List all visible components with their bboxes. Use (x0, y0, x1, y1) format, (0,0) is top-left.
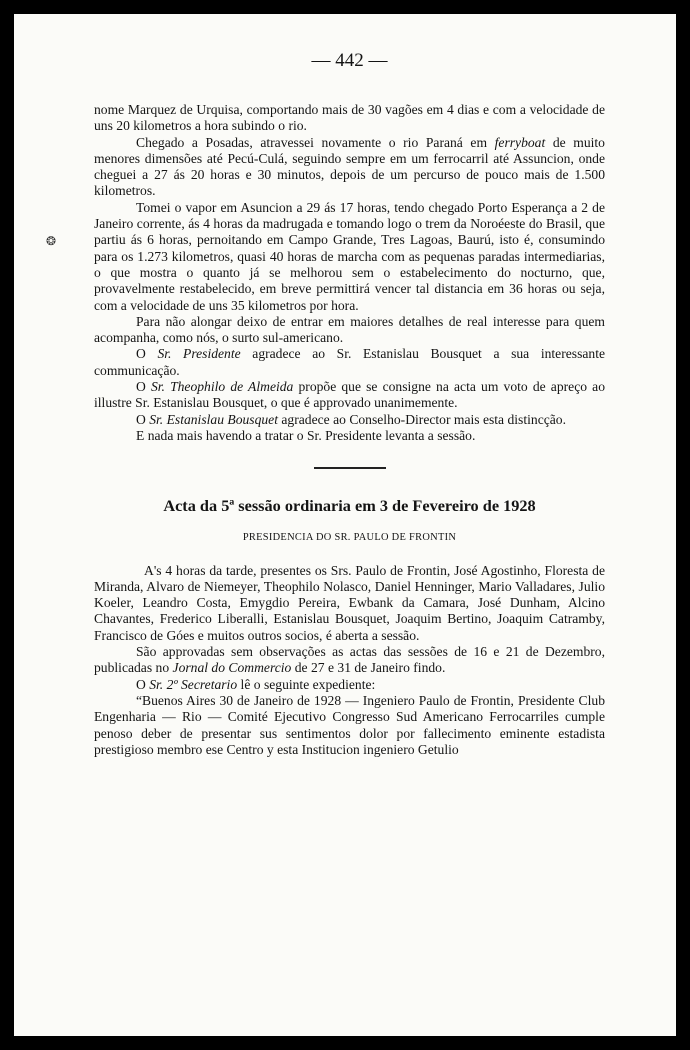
page-content (94, 50, 605, 758)
journal-name: Jornal do Commercio (172, 660, 292, 676)
paragraph-telegram: “Buenos Aires 30 de Janeiro de 1928 — Ingeniero Paulo de Frontin, Presidente Club Engenharia — Rio — Comité Ejecutivo Congresso Sud Americano Ferrocarriles cumple penoso deber de presentar sus sentimentos dolor por fallecimento eminente estadista prestigioso membro ese Centro y esta Institucion ingeniero Getulio (94, 692, 605, 757)
presidency-line: PRESIDENCIA DO SR. PAULO DE FRONTIN (242, 532, 457, 544)
page-number: — 442 — (311, 50, 388, 71)
paragraph-approved: São approvadas sem observações as actas das sessões de 16 e 21 de Dezembro, publicadas no Jornal do Commercio de 27 e 31 de Janeiro findo. (94, 644, 605, 676)
document-page (14, 14, 676, 1036)
speaker-name: Sr. 2º Secretario (149, 676, 238, 692)
paragraph-encerramento: E nada mais havendo a tratar o Sr. Presidente levanta a sessão. (136, 427, 476, 443)
paragraph-asuncion: Tomei o vapor em Asuncion a 29 ás 17 horas, tendo chegado Porto Esperança a 2 de Janeiro corrente, ás 4 horas da madrugada e tomando logo o trem da Noroéeste do Brasil, que partiu ás 6 horas, pernoitando em Campo Grande, Tres Lagoas, Baurú, isto é, consumindo para os 1.273 kilometros, quasi 40 horas de marcha com as pequenas paradas intermediarias, o que mostra o quanto já se melhorou sem o estabelecimento do nocturno, que, provavelmente restabelecido, em breve permittirá vencer tal distancia em 36 horas ou seja, com a velocidade de uns 35 kilometros por hora. (94, 199, 605, 313)
paragraph-posadas (94, 135, 605, 200)
paragraph-secretary: O Sr. 2º Secretario lê o seguinte expediente: (136, 676, 376, 692)
section-heading: Acta da 5ª sessão ordinaria em 3 de Fevereiro de 1928 (163, 496, 536, 516)
paragraph-detalhes: Para não alongar deixo de entrar em maiores detalhes de real interesse para quem acompanha, como nós, o surto sul-americano. (94, 313, 605, 346)
statement-theophilo: O Sr. Theophilo de Almeida propõe que se consigne na acta um voto de apreço ao illustre Sr. Estanislau Bousquet, o que é approvado unanimemente. (94, 379, 605, 411)
paragraph-attendance: A's 4 horas da tarde, presentes os Srs. Paulo de Frontin, José Agostinho, Floresta de Miranda, Alvaro de Niemeyer, Theophilo Nolasco, Daniel Henninger, Mario Valladares, Julio Koeler, Leandro Costa, Emygdio Pereira, Ewbank da Camara, José Dunham, Alcino Chavantes, Frederico Liberalli, Estanislau Bousquet, Joaquim Bertino, Joaquim Catramby, Francisco de Góes e muitos outros socios, é aberta a sessão. (94, 562, 605, 643)
paragraph-urquisa: nome Marquez de Urquisa, comportando mais de 30 vagões em 4 dias e com a velocidade de uns 20 kilometros a hora subindo o rio. (94, 102, 605, 134)
margin-mark: ❂ (46, 234, 57, 248)
section-divider (314, 467, 386, 469)
speaker-name: Sr. Estanislau Bousquet (149, 411, 278, 427)
speaker-name: Sr. Theophilo de Almeida (150, 379, 294, 395)
speaker-name: Sr. Presidente (157, 346, 241, 362)
posadas-text-start: Chegado a Posadas, atravessei novamente o rio Paraná em (136, 134, 495, 150)
ferryboat-term: ferryboat (494, 134, 546, 150)
posadas-text-end: de muito menores dimensões até Pecú-Culá, seguindo sempre em um ferrocarril até Assuncion, onde cheguei a 27 ás 20 horas e 30 minutos, depois de um percurso de pouco mais de 1.500 kilometros. (94, 134, 605, 199)
statement-bousquet: O Sr. Estanislau Bousquet agradece ao Conselho-Director mais esta distincção. (136, 411, 566, 427)
statement-presidente: O Sr. Presidente agradece ao Sr. Estanislau Bousquet a sua interessante communicação. (94, 346, 606, 378)
